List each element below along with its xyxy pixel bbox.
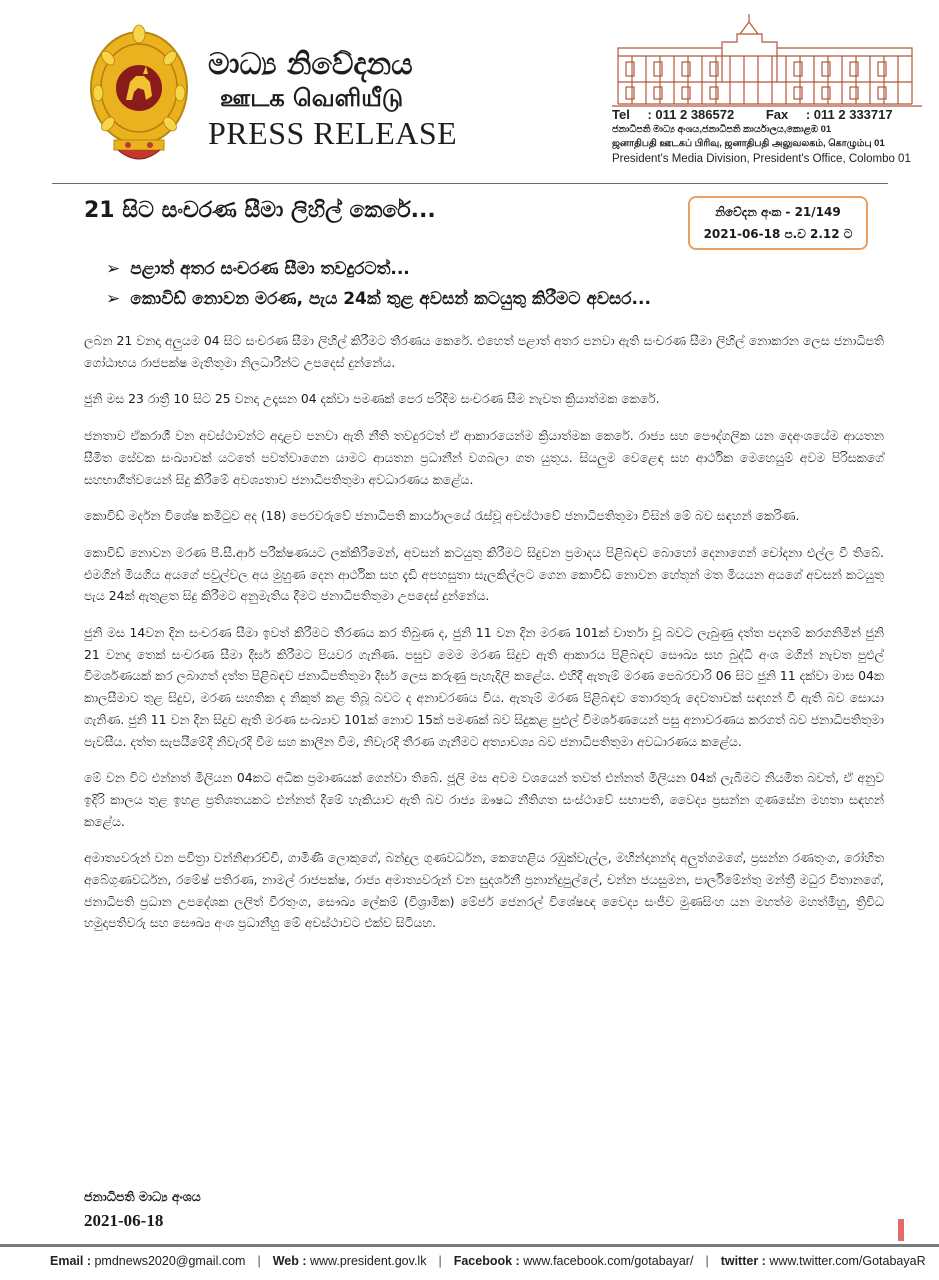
title-tamil: ஊடக வெளியீடு: [220, 84, 404, 112]
web-link[interactable]: www.president.gov.lk: [309, 1254, 427, 1268]
office-sinhala: ජනාධිපති මාධ්‍ය අංශය,ජනාධිපති කාර්යාලය,කොළඹ 01: [612, 124, 832, 135]
signoff: [84, 1186, 201, 1234]
facebook-label: Facebook :: [453, 1254, 520, 1268]
bullet-text: පළාත් අතර සංචරණ සීමා තවදුරටත්...: [130, 259, 410, 279]
title-english: PRESS RELEASE: [208, 115, 458, 151]
twitter-link[interactable]: www.twitter.com/GotabayaR: [769, 1254, 926, 1268]
masthead: [208, 48, 468, 152]
paragraph: කොවිඩ් නොවන මරණ පී.සී.ආර් පරීක්ෂණයට ලක්කිරීමෙන්, අවසන් කටයුතු කිරීමට සිදුවන ප්‍රමාදය පිළිබඳව බොහෝ දෙනාගෙන් චෝදනා එල්ල වී තිබේ. එමගින් මියගිය අයගේ පවුල්වල අය මුහුණ දෙන ආර්ථික සහ දැඩි අපහසුතා සැලකිල්ලට ගෙන කොවිඩ් නොවන හේතූන් මත මියයන අයගේ අවසන් කටයුතු පැය 24ක් ඇතුළත සිදු කිරීමට අනුමැතිය දීමට ජනාධිපතිතුමා උපදෙස් දුන්නේය.: [84, 544, 884, 604]
tel-label: Tel: [612, 107, 630, 122]
bullet-item: [106, 254, 651, 284]
presidential-secretariat-building-icon: [612, 12, 932, 108]
title-sinhala: මාධ්‍ය නිවේදනය: [208, 47, 413, 82]
paragraph: ජුනි මස 23 රාත්‍රී 10 සිට 25 වනදා උදෑසන 04 දක්වා පමණක් පෙර පරිදිම සංචරණ සීම නැවත ක්‍රියාත්මක කෙරේ.: [84, 391, 660, 407]
bullet-text: කොවිඩ් නොවන මරණ, පැය 24ක් තුළ අවසන් කටයුතු කිරීමට අවසර...: [130, 289, 651, 309]
footer-divider: [0, 1244, 939, 1247]
arrow-bullet-icon: ➢: [106, 259, 121, 279]
paragraph: අමාත්‍යවරුන් වන පවිත්‍රා වන්නිආරච්චි, ගාමිණී ලොකුගේ, බන්දුල ගුණවර්ධන, කෙහෙළිය රඹුක්වැල්ල, මහින්දානන්ද අලුත්ගමගේ, ප්‍රසන්න රණතුංග, රෝහිත අබේගුණවර්ධන, රමේෂ් පතිරණ, නාමල් රාජපක්ෂ, රාජ්‍ය අමාත්‍යවරුන් වන සුදර්ශනී ප්‍රනාන්දුපුල්ලේ, චන්න ජයසුමන, පාර්ලිමේන්තු මන්ත්‍රී මධුර විතානගේ, ජනාධිපති ප්‍රධාන උපදේශක ලලිත් වීරතුංග, සෞඛ්‍ය ලේකම් (විශ්‍රාමික) මේජර් ජෙනරල් විශේෂඥ වෛද්‍ය සංජීව මුණසිංහ යන මහත්ම මහත්මීහු, ත්‍රිවිධ හමුදාපතිවරු සහ සෞඛ්‍ය අංශ ප්‍රධානීහු මේ අවස්ථාවට එක්ව සිටියහ.: [84, 850, 884, 931]
paragraph: ජුනි මස 14වන දින සංචරණ සීමා ඉවත් කිරීමට තීරණය කර තිබුණ ද, ජුනි 11 වන දින මරණ 101ක් වාර්තා වූ බවට ලැබුණු දත්ත පදනම් කරගනිමින් ජුනි 21 වනදා තෙක් සංචරණ සීමා දීර්ඝ කිරීමට පියවර ගැනිණ. පසුව මෙම මරණ සිදුව ඇති ආකාරය පිළිබඳව සෞඛ්‍ය සහ බුද්ධි අංශ මගින් නැවත පුළුල් විමර්ශණයක් කර ලබාගත් දත්ත පිළිබඳව ජනාධිපතිතුමා දීර්ඝ ලෙස කරුණු පැහැදිලි කළේය. එහිදී ඇතැම් මරණ පෙබරවාරි 06 සිට ජුනි 11 දක්වා මාස 04ක කාලසීමාව තුළ සිදුව, මරණ සහතික ද නිකුත් කළ තිබූ බවට ද අනාවරණය විය. ඇතැම් මරණ පිළිබඳව තොරතුරු දෙවතාවක් සඳහන් වී ඇති බව සොයා ගැනිණ. ජුනි 11 වන දින සිදුව ඇති මරණ සංඛ්‍යාව 101ක් නොව 15ක් පමණක් බව සිදුකළ පුළුල් විමර්ශණයෙන් පසු අනාවරණය කරගත් බව ජනාධිපතිතුමා පැවසීය. දත්ත සැපයීමේදී නිවැරදි වීම සහ කාලීන වීම, නිවැරදි තීරණ ගැනීමට අත්‍යාවශ්‍ය බව ජනාධිපතිතුමා අවධාරණය කළේය.: [84, 625, 884, 749]
press-release-body: [84, 330, 884, 949]
facebook-link[interactable]: www.facebook.com/gotabayar/: [523, 1254, 694, 1268]
footer-facebook: [454, 1254, 694, 1268]
office-tamil: ஜனாதிபதி ஊடகப் பிரிவு, ஜனாதிபதி அலுவலகம், கொழும்பு 01: [612, 138, 885, 149]
fax-value: : 011 2 333717: [805, 107, 893, 122]
tel-value: : 011 2 386572: [647, 107, 735, 122]
footer-email: [50, 1254, 245, 1268]
fax-label: Fax: [765, 107, 789, 122]
header-divider: [52, 183, 888, 184]
signoff-organization: ජනාධිපති මාධ්‍ය අංශය: [84, 1189, 201, 1204]
footer-contacts: Email : pmdnews2020@gmail.com | Web : www.president.gov.lk | Facebook : www.facebook.com/gotabayar/ | twitter : www.twitter.com/GotabayaR: [50, 1254, 926, 1268]
red-stamp-mark: [896, 1218, 906, 1242]
paragraph: ලබන 21 වනදා අලුයම 04 සිට සංචරණ සීමා ලිහිල් කිරීමට තීරණය කෙරේ. එහෙත් පළාත් අතර පනවා ඇති සංචරණ සීමා ලිහිල් නොකරන ලෙස ජනාධිපති ගෝඨාභය රාජපක්ෂ මැතිතුමා නිලධාරීන්ට උපදෙස් දුන්නේය.: [84, 333, 884, 370]
phone-fax-line: [612, 106, 932, 123]
footer-twitter: [721, 1254, 926, 1268]
twitter-label: twitter :: [720, 1254, 766, 1268]
paragraph: මේ වන විට එන්නත් මිලියන 04කට අධික ප්‍රමාණයක් ගෙන්වා තිබේ. ජූලි මස අවම වශයෙන් තවත් එන්නත් මිලියන 04ක් ලැබීමට නියමිත බවත්, ඒ අනුව ඉදිරි කාලය තුළ ඉහළ ප්‍රතිශතයකට එන්නත් දීමේ හැකියාව ඇති බව රාජ්‍ය ඖෂධ නීතිගත සංස්ථාවේ සභාපති, වෛද්‍ය ප්‍රසන්න ගුණසේන මහතා සඳහන් කළේය.: [84, 770, 884, 829]
highlight-bullets: [106, 254, 651, 314]
paragraph: ජනතාව ඒකරාශී වන අවස්ථාවන්ට අදාළව පනවා ඇති නීති තවදුරටත් ඒ ආකාරයෙන්ම ක්‍රියාත්මක කෙරේ. රාජ්‍ය සහ පෞද්ගලික යන දෙඅංශයේම ආයතන සීමිත සේවක සංඛ්‍යාවක් යටතේ පවත්වාගෙන යාමට ආයතන ප්‍රධානීන් වගබලා ගත යුතුය. සියලුම වෙළෙඳ සහ ආර්ථික මෙහෙයුම් අවම පිරිසකගේ සහභාගීත්වයෙන් සිදු කිරීමේ අවශ්‍යතාව ජනාධිපතිතුමා අවධාරණය කළේය.: [84, 428, 884, 487]
reference-number: නිවේදන අංක - 21/149: [715, 205, 841, 219]
office-english: President's Media Division, President's Office, Colombo 01: [612, 153, 911, 165]
email-link[interactable]: pmdnews2020@gmail.com: [94, 1254, 246, 1268]
paragraph: කොවිඩ් මර්දන විශේෂ කමිටුව අද (18) පෙරවරුවේ ජනාධිපති කාර්යාලයේ රැස්වූ අවස්ථාවේ ජනාධිපතිතුමා විසින් මේ බව සඳහන් කෙරිණ.: [84, 508, 800, 524]
reference-box: [688, 196, 868, 250]
web-label: Web :: [272, 1254, 307, 1268]
contact-block: [612, 106, 932, 167]
bullet-item: [106, 284, 651, 314]
headline: 21 සිට සංචරණ සීමා ලිහිල් කෙරේ...: [84, 198, 436, 223]
arrow-bullet-icon: ➢: [106, 289, 121, 309]
signoff-date: 2021-06-18: [84, 1211, 164, 1230]
reference-datetime: 2021-06-18 ප.ව 2.12 ට: [703, 227, 853, 241]
sri-lanka-emblem-icon: [88, 18, 190, 170]
footer-web: [273, 1254, 427, 1268]
email-label: Email :: [50, 1254, 91, 1268]
